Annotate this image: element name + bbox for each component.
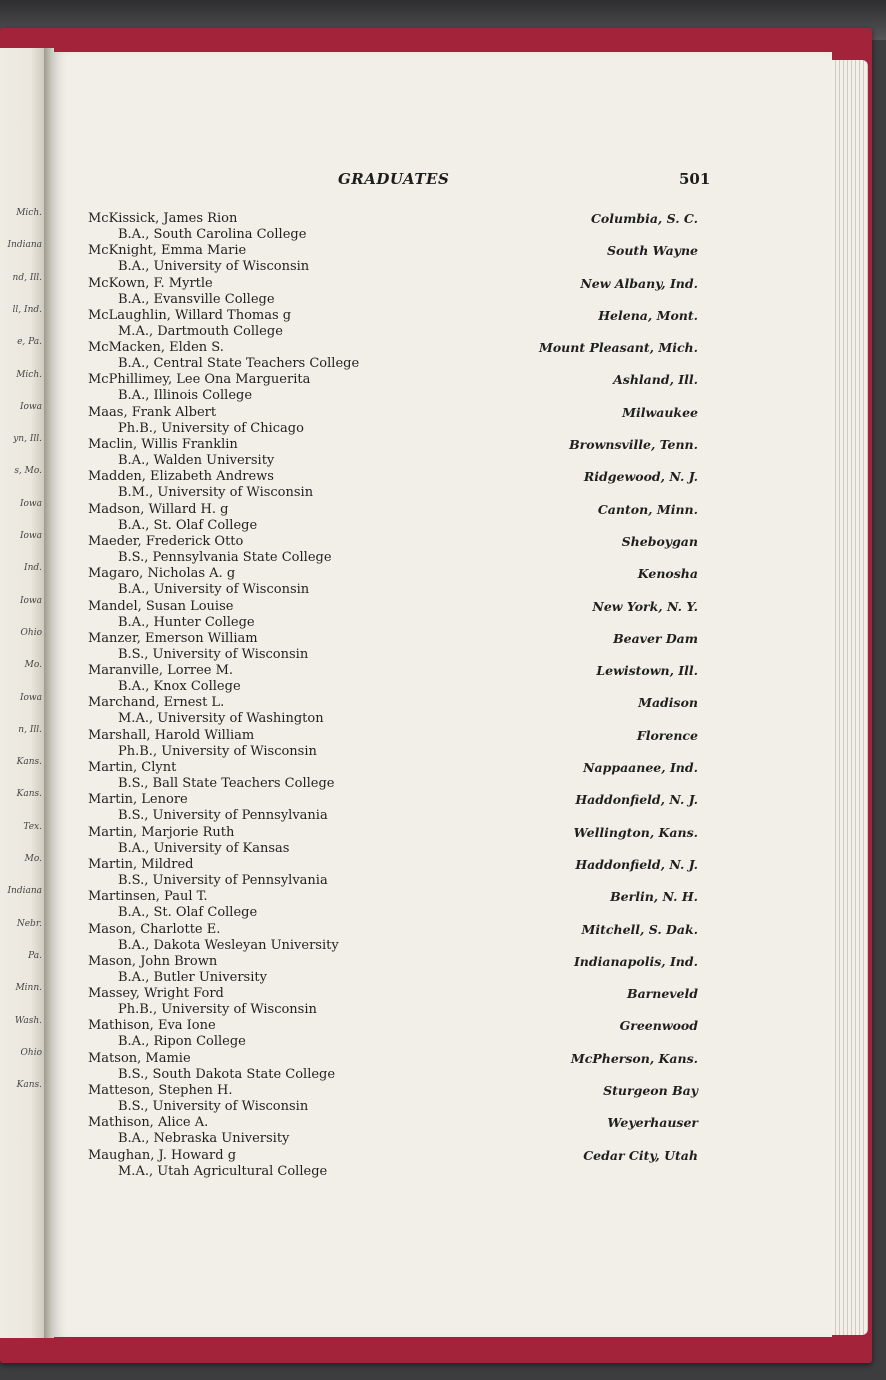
graduate-hometown: Cedar City, Utah [583,1147,698,1163]
ghost-text: Kans. [16,1080,42,1091]
graduate-name: Martin, Lenore [88,792,188,808]
graduate-hometown: Greenwood [619,1018,698,1034]
ghost-text: Iowa [19,595,42,606]
ghost-text: Tex. [23,821,42,832]
graduate-name: Mathison, Alice A. [88,1115,209,1131]
graduate-hometown: Mount Pleasant, Mich. [538,340,698,356]
ghost-text: ll, Ind. [12,304,42,315]
list-item [80,1051,710,1083]
ghost-text: Pa. [28,950,42,961]
list-item [80,1018,710,1050]
graduate-degree: B.S., University of Pennsylvania [118,808,328,824]
list-item [80,889,710,921]
list-item [80,792,710,824]
ghost-text: Mo. [24,660,42,671]
graduate-hometown: McPherson, Kans. [570,1050,698,1066]
graduate-hometown: Haddonfield, N. J. [575,792,698,808]
graduate-degree: B.A., South Carolina College [118,227,307,242]
graduate-hometown: Brownsville, Tenn. [569,437,698,453]
ghost-text: n, Ill. [18,724,42,735]
graduate-name: Maughan, J. Howard g [88,1147,237,1163]
graduate-degree: Ph.B., University of Chicago [118,420,304,436]
graduate-hometown: Florence [636,727,698,743]
graduate-degree: B.A., Nebraska University [118,1131,290,1147]
ghost-text: Indiana [7,886,42,897]
graduate-degree: Ph.B., University of Wisconsin [118,743,317,759]
graduate-degree: Ph.B., University of Wisconsin [118,1002,317,1018]
ghost-text: Mich. [16,208,42,218]
graduate-name: Martin, Marjorie Ruth [88,824,235,840]
graduate-hometown: Mitchell, S. Dak. [581,921,698,937]
graduate-degree: B.S., University of Wisconsin [118,1099,309,1115]
graduate-hometown: Indianapolis, Ind. [573,953,698,969]
graduate-hometown: Weyerhauser [607,1115,698,1131]
ghost-text: Mich. [16,369,42,380]
ghost-text: Ohio [20,627,42,638]
ghost-text: Iowa [19,498,42,509]
graduate-name: Martin, Clynt [88,760,177,776]
list-item [80,372,710,404]
list-item [80,437,710,469]
graduate-name: Matteson, Stephen H. [88,1083,233,1099]
list-item [80,340,710,372]
list-item [80,1148,710,1180]
graduate-degree: B.A., Dakota Wesleyan University [118,937,339,953]
list-item [80,502,710,534]
list-item [80,1083,710,1115]
graduate-degree: B.A., St. Olaf College [118,517,258,533]
graduate-name: McKissick, James Rion [88,211,238,226]
running-head-title: GRADUATES [338,170,450,188]
graduate-name: Massey, Wright Ford [88,986,224,1002]
graduate-degree: B.S., University of Pennsylvania [118,872,328,888]
ghost-text: e, Pa. [17,337,42,348]
graduate-name: McKown, F. Myrtle [88,275,213,291]
graduate-hometown: New York, N. Y. [592,598,698,614]
graduate-degree: B.S., University of Wisconsin [118,646,309,662]
page-number: 501 [679,170,711,188]
list-item [80,954,710,986]
ghost-text: Indiana [7,240,42,251]
graduate-hometown: Sturgeon Bay [603,1083,698,1099]
graduate-degree: B.A., Evansville College [118,291,275,307]
list-item [80,534,710,566]
ghost-text: Iowa [19,401,42,412]
graduate-degree: B.A., Walden University [118,453,275,469]
graduate-degree: B.A., Ripon College [118,1034,246,1050]
graduate-hometown: Columbia, S. C. [590,211,698,226]
graduate-hometown: Ashland, Ill. [613,372,698,388]
graduate-hometown: Haddonfield, N. J. [575,856,698,872]
list-item [80,857,710,889]
graduate-degree: B.S., Ball State Teachers College [118,776,335,792]
graduate-hometown: Beaver Dam [613,630,698,646]
graduate-degree: B.A., Hunter College [118,614,255,630]
list-item [80,922,710,954]
list-item [80,631,710,663]
graduate-degree: B.A., University of Wisconsin [118,582,310,598]
list-item [80,825,710,857]
graduate-degree: B.A., St. Olaf College [118,905,258,921]
graduate-degree: M.A., Utah Agricultural College [118,1163,328,1179]
list-item [80,276,710,308]
ghost-text: Iowa [19,692,42,703]
graduate-name: McMacken, Elden S. [88,340,224,356]
list-item [80,599,710,631]
page-stack-edges [828,60,868,1335]
graduate-hometown: Lewistown, Ill. [596,663,698,679]
graduate-hometown: Berlin, N. H. [610,889,698,905]
graduate-name: Mathison, Eva Ione [88,1018,216,1034]
graduate-name: Madson, Willard H. g [88,501,229,517]
graduate-hometown: Sheboygan [621,533,698,549]
graduate-name: McKnight, Emma Marie [88,243,247,259]
graduate-name: Maas, Frank Albert [88,404,217,420]
graduate-name: Maeder, Frederick Otto [88,533,244,549]
list-item [80,1115,710,1147]
list-item [80,566,710,598]
list-item [80,695,710,727]
graduate-name: Maranville, Lorree M. [88,663,234,679]
graduate-degree: M.A., Dartmouth College [118,323,283,339]
ghost-text: Kans. [16,757,42,768]
graduate-list [80,211,710,1180]
graduate-name: Matson, Mamie [88,1050,191,1066]
ghost-text: s, Mo. [14,466,42,477]
list-item [80,986,710,1018]
graduate-degree: B.M., University of Wisconsin [118,485,314,501]
graduate-degree: B.S., South Dakota State College [118,1066,336,1082]
graduate-name: Martinsen, Paul T. [88,889,208,905]
graduate-name: Mandel, Susan Louise [88,598,234,614]
graduate-name: Manzer, Emerson William [88,630,258,646]
ghost-text: Ind. [24,563,42,574]
list-item [80,405,710,437]
graduate-hometown: Barneveld [627,986,698,1002]
list-item [80,663,710,695]
graduate-name: McPhillimey, Lee Ona Marguerita [88,372,311,388]
graduate-hometown: South Wayne [606,243,698,259]
list-item [80,728,710,760]
graduate-name: Maclin, Willis Franklin [88,437,238,453]
ghost-text: Iowa [19,531,42,541]
list-item [80,211,710,243]
graduate-name: Madden, Elizabeth Andrews [88,469,274,485]
list-item [80,760,710,792]
ghost-text: Kans. [16,789,42,800]
graduate-hometown: Canton, Minn. [597,501,698,517]
graduate-name: Mason, Charlotte E. [88,921,221,937]
graduate-name: Magaro, Nicholas A. g [88,566,236,582]
graduate-name: Mason, John Brown [88,953,218,969]
graduate-hometown: Ridgewood, N. J. [583,469,698,485]
graduate-hometown: Madison [638,695,698,711]
graduate-degree: B.A., Illinois College [118,388,253,404]
graduate-hometown: Helena, Mont. [598,307,698,323]
list-item [80,308,710,340]
ghost-text: nd, Ill. [12,272,42,283]
ghost-text: Mo. [24,854,42,864]
graduate-name: Marchand, Ernest L. [88,695,225,711]
graduate-degree: M.A., University of Washington [118,711,324,727]
graduate-degree: B.A., Central State Teachers College [118,356,360,372]
graduate-name: McLaughlin, Willard Thomas g [88,307,292,323]
graduate-hometown: Wellington, Kans. [573,824,698,840]
graduate-hometown: New Albany, Ind. [580,275,698,291]
graduate-hometown: Milwaukee [622,404,698,420]
graduate-name: Martin, Mildred [88,856,194,872]
graduate-hometown: Kenosha [637,566,698,582]
ghost-text: Wash. [14,1015,42,1026]
graduate-name: Marshall, Harold William [88,727,255,743]
graduate-hometown: Nappaanee, Ind. [583,760,698,776]
ghost-text: Ohio [20,1047,42,1058]
ghost-text: Nebr. [16,918,42,929]
graduate-degree: B.A., University of Wisconsin [118,259,310,275]
ghost-text: yn, Ill. [13,434,42,445]
list-item [80,469,710,501]
graduate-degree: B.A., University of Kansas [118,840,290,856]
graduate-degree: B.A., Knox College [118,679,241,695]
graduate-degree: B.A., Butler University [118,969,267,985]
list-item [80,243,710,275]
ghost-text: Minn. [15,983,42,994]
graduate-degree: B.S., Pennsylvania State College [118,549,332,565]
left-page-edge [0,48,44,1338]
